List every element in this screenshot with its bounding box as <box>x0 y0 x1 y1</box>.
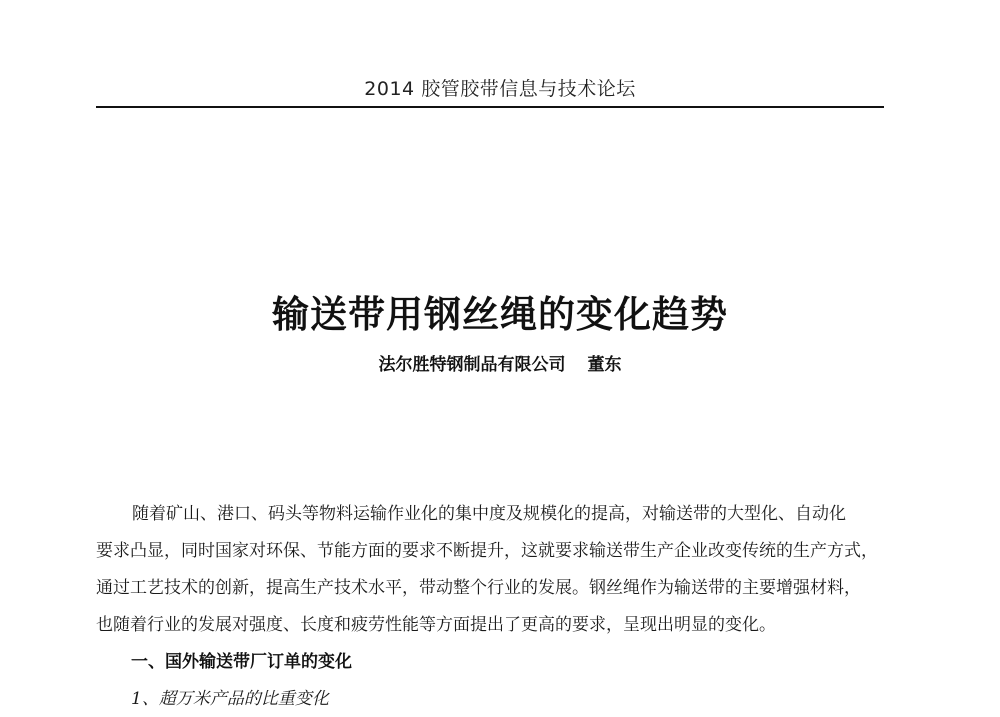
byline <box>0 350 1000 375</box>
running-header: 2014 胶管胶带信息与技术论坛 <box>364 78 636 100</box>
header-rule <box>96 106 884 108</box>
paragraph-line: 也随着行业的发展对强度、长度和疲劳性能等方面提出了更高的要求，呈现出明显的变化。 <box>96 615 776 635</box>
paragraph-line: 通过工艺技术的创新，提高生产技术水平，带动整个行业的发展。钢丝绳作为输送带的主要增强材料， <box>96 578 861 598</box>
paragraph-line: 要求凸显，同时国家对环保、节能方面的要求不断提升，这就要求输送带生产企业改变传统的生产方式， <box>96 541 878 561</box>
subsection-heading: 1、超万米产品的比重变化 <box>131 689 329 709</box>
article-title: 输送带用钢丝绳的变化趋势 <box>272 292 728 336</box>
paragraph-line: 随着矿山、港口、码头等物料运输作业化的集中度及规模化的提高，对输送带的大型化、自动化 <box>132 504 846 524</box>
author-name: 董东 <box>587 355 622 375</box>
intro-paragraph <box>96 496 884 644</box>
affiliation: 法尔胜特钢制品有限公司 <box>378 355 566 375</box>
section-heading: 一、国外输送带厂订单的变化 <box>131 652 352 672</box>
